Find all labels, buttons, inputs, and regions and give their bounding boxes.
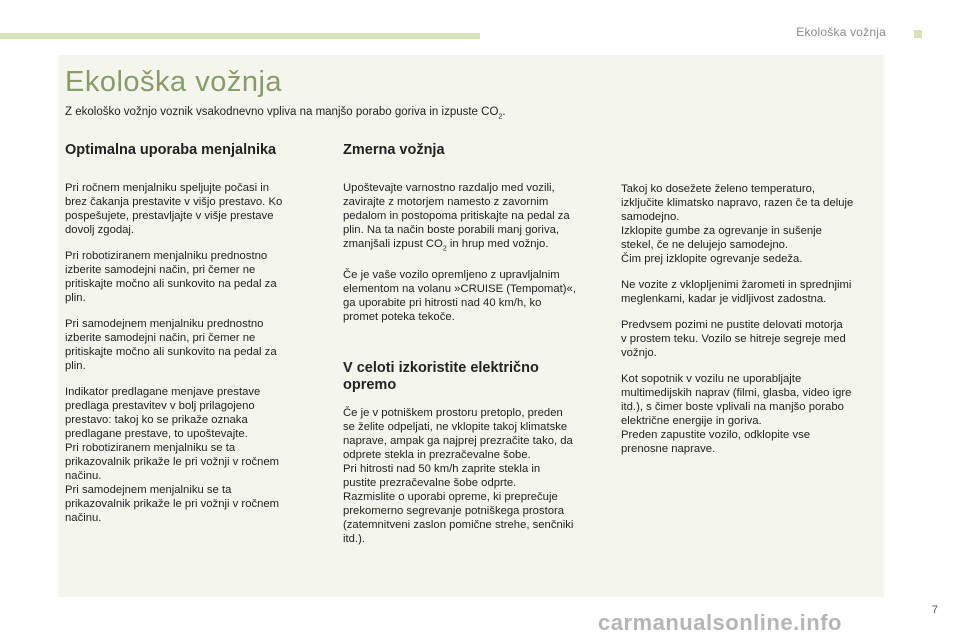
paragraph: Ne vozite z vklopljenimi žarometi in sprednjimi meglenkami, kadar je vidljivost zadostna.	[621, 279, 852, 305]
page-number: 7	[931, 604, 938, 616]
header-square-mark	[914, 30, 922, 38]
intro-main: Z ekološko vožnjo voznik vsakodnevno vpliva na manjšo porabo goriva in izpuste CO	[65, 106, 499, 118]
paragraph: Kot sopotnik v vozilu ne uporabljajte multimedijskih naprav (filmi, glasba, video igre itd.), s čimer boste vplivali na manjšo porabo električne energije in goriva. Preden zapustite vozilo, odklopite vse prenosne naprave.	[621, 373, 852, 455]
paragraph-end: in hrup med vožnjo.	[446, 238, 549, 250]
paragraph: Predvsem pozimi ne pustite delovati motorja v prostem teku. Vozilo se hitreje segreje med vožnjo.	[621, 319, 846, 359]
section-heading-moderate: Zmerna vožnja	[343, 142, 445, 158]
column-gearbox	[65, 142, 305, 537]
paragraph: Pri ročnem menjalniku speljujte počasi in brez čakanja prestavite v višjo prestavo. Ko pospešujete, prestavljajte v višje prestave dovolj zgodaj.	[65, 182, 283, 236]
page-title: Ekološka vožnja	[65, 66, 283, 98]
column-electric-continued	[621, 182, 883, 468]
header-accent-bar	[0, 33, 480, 39]
watermark: carmanualsonline.info	[598, 610, 842, 635]
running-title: Ekološka vožnja	[796, 25, 886, 39]
paragraph: Indikator predlagane menjave prestave predlaga prestavitev v bolj prilagojeno prestavo: takoj ko se prikaže oznaka predlagane prestave, to upoštevajte. Pri robotiziranem menjalniku se ta prikazovalnik prikaže le pri vožnji v ročnem načinu. Pri samodejnem menjalniku se ta prikazovalnik prikaže le pri vožnji v ročnem načinu.	[65, 386, 280, 524]
paragraph: Takoj ko dosežete želeno temperaturo, izključite klimatsko napravo, razen če ta deluje samodejno. Izklopite gumbe za ogrevanje in sušenje stekel, če ne delujejo samodejno. Čim prej izklopite ogrevanje sedeža.	[621, 183, 854, 265]
paragraph: Pri robotiziranem menjalniku prednostno izberite samodejni način, pri čemer ne pritiskajte močno ali sunkovito na pedal za plin.	[65, 250, 277, 304]
section-heading-electric: V celoti izkoristite električno opremo	[343, 360, 539, 394]
paragraph	[343, 181, 601, 256]
paragraph-text: Upoštevajte varnostno razdaljo med vozili, zavirajte z motorjem namesto z zavornim pedalom in postopoma pritiskajte na pedal za plin. Na ta način boste porabili manj goriva, zmanjšali izpust CO	[343, 182, 570, 250]
paragraph: Če je vaše vozilo opremljeno z upravljalnim elementom na volanu »CRUISE (Tempomat)«, ga uporabite pri hitrosti nad 40 km/h, ko promet poteka tekoče.	[343, 269, 576, 324]
intro-subscript: 2	[498, 113, 503, 121]
co2-subscript: 2	[442, 245, 447, 253]
section-heading-gearbox: Optimalna uporaba menjalnika	[65, 142, 277, 158]
intro-end: .	[502, 106, 506, 118]
paragraph: Pri samodejnem menjalniku prednostno izberite samodejni način, pri čemer ne pritiskajte močno ali sunkovito na pedal za plin.	[65, 318, 277, 372]
intro-text	[65, 106, 506, 120]
paragraph: Če je v potniškem prostoru pretoplo, preden se želite odpeljati, ne vklopite takoj klimatske naprave, ampak ga najprej prezračite tako, da odprete stekla in prezračevalne šobe. Pri hitrosti nad 50 km/h zaprite stekla in pustite prezračevalne šobe odprte. Razmislite o uporabi opreme, ki preprečuje prekomerno segrevanje potniškega prostora (zatemnitveni zaslon pomične strehe, senčniki itd.).	[343, 407, 574, 546]
column-moderate-driving	[343, 142, 601, 558]
